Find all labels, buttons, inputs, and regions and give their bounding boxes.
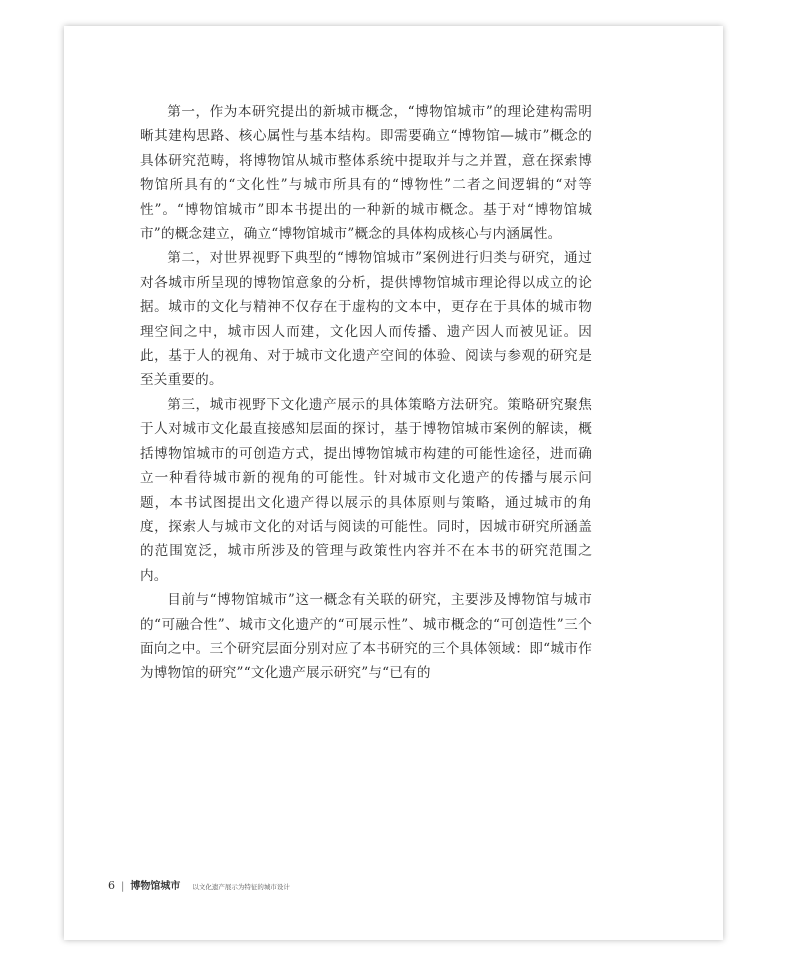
page-footer bbox=[108, 877, 290, 892]
document-page bbox=[64, 26, 723, 940]
body-text bbox=[140, 100, 592, 686]
page-number: 6 bbox=[108, 879, 115, 892]
book-title: 博物馆城市 bbox=[130, 881, 181, 892]
paragraph-4: 目前与“博物馆城市”这一概念有关联的研究，主要涉及博物馆与城市的“可融合性”、城市文化遗产的“可展示性”、城市概念的“可创造性”三个面向之中。三个研究层面分别对应了本书研究的三个具体领域：即“城市作为博物馆的研究”“文化遗产展示研究”与“已有的 bbox=[140, 592, 592, 682]
footer-separator: | bbox=[121, 881, 125, 892]
paragraph-2: 第二，对世界视野下典型的“博物馆城市”案例进行归类与研究，通过对各城市所呈现的博物馆意象的分析，提供博物馆城市理论得以成立的论据。城市的文化与精神不仅存在于虚构的文本中，更存在于具体的城市物理空间之中，城市因人而建，文化因人而传播、遗产因人而被见证。因此，基于人的视角、对于城市文化遗产空间的体验、阅读与参观的研究是至关重要的。 bbox=[140, 250, 592, 389]
paragraph-3: 第三，城市视野下文化遗产展示的具体策略方法研究。策略研究聚焦于人对城市文化最直接感知层面的探讨，基于博物馆城市案例的解读，概括博物馆城市的可创造方式，提出博物馆城市构建的可能性途径，进而确立一种看待城市新的视角的可能性。针对城市文化遗产的传播与展示问题，本书试图提出文化遗产得以展示的具体原则与策略，通过城市的角度，探索人与城市文化的对话与阅读的可能性。同时，因城市研究所涵盖的范围宽泛，城市所涉及的管理与政策性内容并不在本书的研究范围之内。 bbox=[140, 396, 592, 584]
book-subtitle: 以文化遗产展示为特征的城市设计 bbox=[192, 883, 290, 891]
paragraph-1: 第一，作为本研究提出的新城市概念，“博物馆城市”的理论建构需明晰其建构思路、核心属性与基本结构。即需要确立“博物馆—城市”概念的具体研究范畴，将博物馆从城市整体系统中提取并与之并置，意在探索博物馆所具有的“文化性”与城市所具有的“博物性”二者之间逻辑的“对等性”。“博物馆城市”即本书提出的一种新的城市概念。基于对“博物馆城市”的概念建立，确立“博物馆城市”概念的具体构成核心与内涵属性。 bbox=[140, 104, 592, 243]
